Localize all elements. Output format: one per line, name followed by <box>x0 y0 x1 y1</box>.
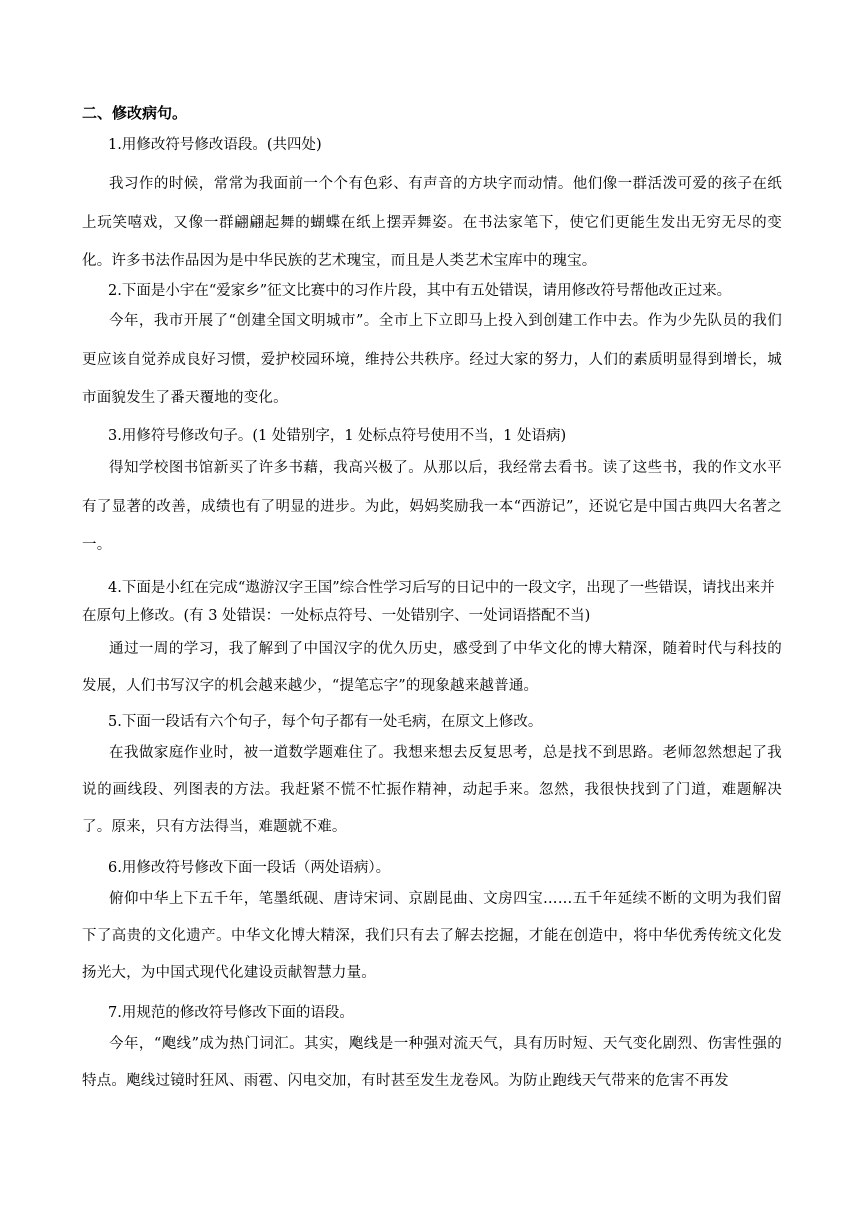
question-3 <box>82 425 782 565</box>
question-7 <box>82 1002 782 1100</box>
question-4 <box>82 574 782 705</box>
question-title: 4.下面是小红在完成“遨游汉字王国”综合性学习后写的日记中的一段文字，出现了一些错误，请找出来并在原句上修改。(有 3 处错误：一处标点符号、一处错别字、一处词语搭配不当) <box>82 580 775 624</box>
question-5 <box>82 711 782 846</box>
section-title: 二、修改病句。 <box>82 104 188 122</box>
question-body: 俯仰中华上下五千年，笔墨纸砚、唐诗宋词、京剧昆曲、文房四宝……五千年延续不断的文明为我们留下了高贵的文化遗产。中华文化博大精深，我们只有去了解去挖掘，才能在创造中，将中华优秀传统文化发扬光大，为中国式现代化建设贡献智慧力量。 <box>82 891 782 981</box>
question-title: 1.用修改符号修改语段。(共四处) <box>108 137 322 153</box>
question-2 <box>82 280 782 418</box>
question-body: 今年，“飑线”成为热门词汇。其实，飑线是一种强对流天气，具有历时短、天气变化剧烈、伤害性强的特点。飑线过镜时狂风、雨雹、闪电交加，有时甚至发生龙卷风。为防止跑线天气带来的危害不再发 <box>82 1036 782 1089</box>
question-1 <box>82 134 782 281</box>
question-title: 6.用修改符号修改下面一段话（两处语病）。 <box>108 860 391 876</box>
question-title: 7.用规范的修改符号修改下面的语段。 <box>108 1005 354 1021</box>
question-body: 在我做家庭作业时，被一道数学题难住了。我想来想去反复思考，总是找不到思路。老师忽然想起了我说的画线段、列图表的方法。我赶紧不慌不忙振作精神，动起手来。忽然，我很快找到了门道，难题解决了。原来，只有方法得当，难题就不难。 <box>82 745 782 835</box>
question-6 <box>82 857 782 992</box>
question-title: 3.用修符号修改句子。(1 处错别字，1 处标点符号使用不当，1 处语病) <box>108 428 567 444</box>
question-body: 我习作的时候，常常为我面前一个个有色彩、有声音的方块字而动情。他们像一群活泼可爱的孩子在纸上玩笑嘻戏，又像一群翩翩起舞的蝴蝶在纸上摆弄舞姿。在书法家笔下，使它们更能生发出无穷无尽的变化。许多书法作品因为是中华民族的艺术瑰宝，而且是人类艺术宝库中的瑰宝。 <box>82 176 782 269</box>
question-body: 得知学校图书馆新买了许多书藉，我高兴极了。从那以后，我经常去看书。读了这些书，我的作文水平有了显著的改善，成绩也有了明显的进步。为此，妈妈奖励我一本“西游记”，还说它是中国古典四大名著之一。 <box>82 460 782 553</box>
question-title: 5.下面一段话有六个句子，每个句子都有一处毛病，在原文上修改。 <box>108 714 543 730</box>
question-body: 通过一周的学习，我了解到了中国汉字的优久历史，感受到了中华文化的博大精深，随着时代与科技的发展，人们书写汉字的机会越来越少，“提笔忘字”的现象越来越普通。 <box>82 641 782 694</box>
question-title: 2.下面是小宇在“爱家乡”征文比赛中的习作片段，其中有五处错误，请用修改符号帮他改正过来。 <box>108 283 732 299</box>
question-body: 今年，我市开展了“创建全国文明城市”。全市上下立即马上投入到创建工作中去。作为少先队员的我们更应该自觉养成良好习惯，爱护校园环境，维持公共秩序。经过大家的努力，人们的素质明显得到增长，城市面貌发生了番天覆地的变化。 <box>82 313 782 406</box>
